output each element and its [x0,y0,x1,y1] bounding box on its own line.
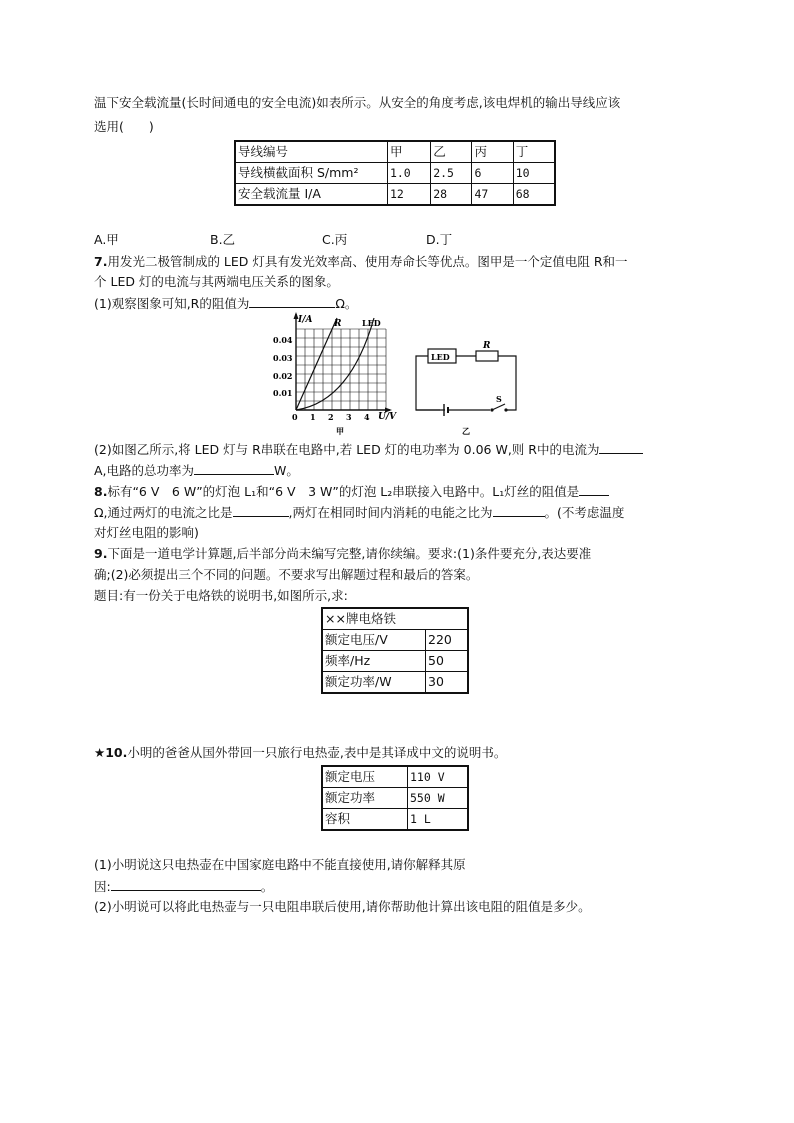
table-cell: 50 [426,651,469,672]
q7-line2: 个 LED 灯的电流与其两端电压关系的图象。 [94,274,339,289]
table-cell: 额定功率 [322,788,408,809]
table-row [235,163,555,184]
q10-part1-line2 [94,877,273,896]
answer-blank[interactable] [493,503,545,517]
table-cell: 安全载流量 I/A [235,184,387,206]
q8-line1-text: 标有“6 V 6 W”的灯泡 L₁和“6 V 3 W”的灯泡 L₂串联接入电路中。L₁灯丝的阻值是 [107,484,580,499]
q9-line1-text: 下面是一道电学计算题,后半部分尚未编写完整,请你续编。要求:(1)条件要充分,表达要准 [107,546,592,561]
question-number: 9. [94,546,108,561]
q9-line2: 确;(2)必须提出三个不同的问题。不要求写出解题过程和最后的答案。 [94,567,479,582]
table-row [322,788,468,809]
resistor-box [476,351,498,361]
table-cell: 6 [472,163,513,184]
q10-part1-text: 。 [260,879,274,894]
table-cell: 28 [431,184,472,206]
q6-wire-table [234,140,556,206]
answer-blank[interactable] [249,294,335,308]
y-tick-label: 0.04 [273,335,293,345]
table-cell: 额定电压/V [322,630,426,651]
q7-line1 [94,253,628,271]
q8-line2-text: ,两灯在相同时间内消耗的电能之比为 [288,505,493,520]
q7-part2-text: (2)如图乙所示,将 LED 灯与 R串联在电路中,若 LED 灯的电功率为 0.06 W,则 R中的电流为 [94,442,600,457]
q9-line1 [94,545,591,563]
table-row [235,184,555,206]
q8-line2-text: Ω,通过两灯的电流之比是 [94,505,233,520]
q8-line1 [94,482,609,501]
table-cell: 68 [513,184,555,206]
q6-text-line2: 选用( ) [94,119,154,134]
answer-blank[interactable] [194,461,274,475]
switch-blade [492,404,505,410]
table-cell: 容积 [322,809,408,831]
r-curve-label: R [334,319,342,329]
table-cell: 47 [472,184,513,206]
table-row [322,672,468,694]
iu-graph [270,310,397,440]
answer-blank[interactable] [111,877,261,891]
led-curve [296,318,374,410]
q7-part2-line2 [94,461,299,480]
q9-line3: 题目:有一份关于电烙铁的说明书,如图所示,求: [94,588,348,603]
y-tick-label: 0.03 [273,353,293,363]
table-cell: 1.0 [387,163,430,184]
x-tick-label: 4 [364,412,370,422]
table-cell: 30 [426,672,469,694]
table-row [235,141,555,163]
table-cell: 550 W [408,788,469,809]
circuit-diagram [410,336,522,438]
table-cell: 1 L [408,809,469,831]
table-cell: 10 [513,163,555,184]
graph-grid [296,329,386,410]
q6-text-line1: 温下安全载流量(长时间通电的安全电流)如表所示。从安全的角度考虑,该电焊机的输出导线应该 [94,95,621,110]
graph-caption: 甲 [336,426,344,436]
table-cell: 110 V [408,766,469,788]
answer-blank[interactable] [233,503,289,517]
table-cell: 频率/Hz [322,651,426,672]
soldering-iron-table [321,607,469,694]
led-label: LED [431,352,450,362]
switch-label: S [496,394,502,404]
battery-gap [445,406,447,414]
table-title-cell: ××牌电烙铁 [322,608,468,630]
q8-line3: 对灯丝电阻的影响) [94,525,199,540]
y-tick-label: 0.01 [273,388,293,398]
x-tick-label: 0 [292,412,298,422]
answer-blank[interactable] [599,440,643,454]
q10-line1 [94,744,506,762]
y-tick-label: 0.02 [273,371,293,381]
q8-line2 [94,503,624,522]
circuit-caption: 乙 [462,426,470,436]
table-header-cell: 丙 [472,141,513,163]
circuit-wire-left [416,356,490,410]
led-curve-label: LED [362,318,381,328]
table-row [322,809,468,831]
q7-part2-unit: W。 [274,463,299,478]
table-cell: 12 [387,184,430,206]
table-header-cell: 丁 [513,141,555,163]
table-cell: 导线横截面积 S/mm² [235,163,387,184]
answer-blank[interactable] [579,482,609,496]
table-cell: 2.5 [431,163,472,184]
resistor-label: R [483,341,491,351]
q7-line1-text: 用发光二极管制成的 LED 灯具有发光效率高、使用寿命长等优点。图甲是一个定值电阻 R和一 [107,254,628,269]
table-header-cell: 乙 [431,141,472,163]
q6-option-d: D.丁 [426,232,453,247]
q7-part1-text: (1)观察图象可知,R的阻值为 [94,296,250,311]
table-header-cell: 甲 [387,141,430,163]
q7-part1-unit: Ω。 [335,296,358,311]
x-tick-label: 3 [346,412,352,422]
q8-line2-text: 。(不考虑温度 [544,505,625,520]
q7-part2-line1 [94,440,643,459]
x-axis-label: U/V [378,412,397,422]
kettle-spec-table [321,765,469,831]
y-axis-label: I/A [298,315,313,325]
q10-part2: (2)小明说可以将此电热壶与一只电阻串联后使用,请你帮助他计算出该电阻的阻值是多少。 [94,899,591,914]
q10-part1-text: 因: [94,879,111,894]
switch-contact-icon [504,408,507,411]
q10-line1-text: 小明的爸爸从国外带回一只旅行电热壶,表中是其译成中文的说明书。 [127,745,507,760]
table-header-cell: 导线编号 [235,141,387,163]
question-number: 8. [94,484,108,499]
q6-option-b: B.乙 [210,232,236,247]
table-cell: 额定功率/W [322,672,426,694]
table-row [322,608,468,630]
question-number: 7. [94,254,108,269]
table-row [322,630,468,651]
question-number: ★10. [94,745,128,760]
q6-option-a: A.甲 [94,232,119,247]
q7-part2-text: A,电路的总功率为 [94,463,195,478]
table-cell: 额定电压 [322,766,408,788]
table-row [322,651,468,672]
table-cell: 220 [426,630,469,651]
q10-part1-line1: (1)小明说这只电热壶在中国家庭电路中不能直接使用,请你解释其原 [94,857,466,872]
q6-option-c: C.丙 [322,232,348,247]
r-curve [296,318,337,410]
x-tick-label: 2 [328,412,334,422]
table-row [322,766,468,788]
x-tick-label: 1 [310,412,316,422]
